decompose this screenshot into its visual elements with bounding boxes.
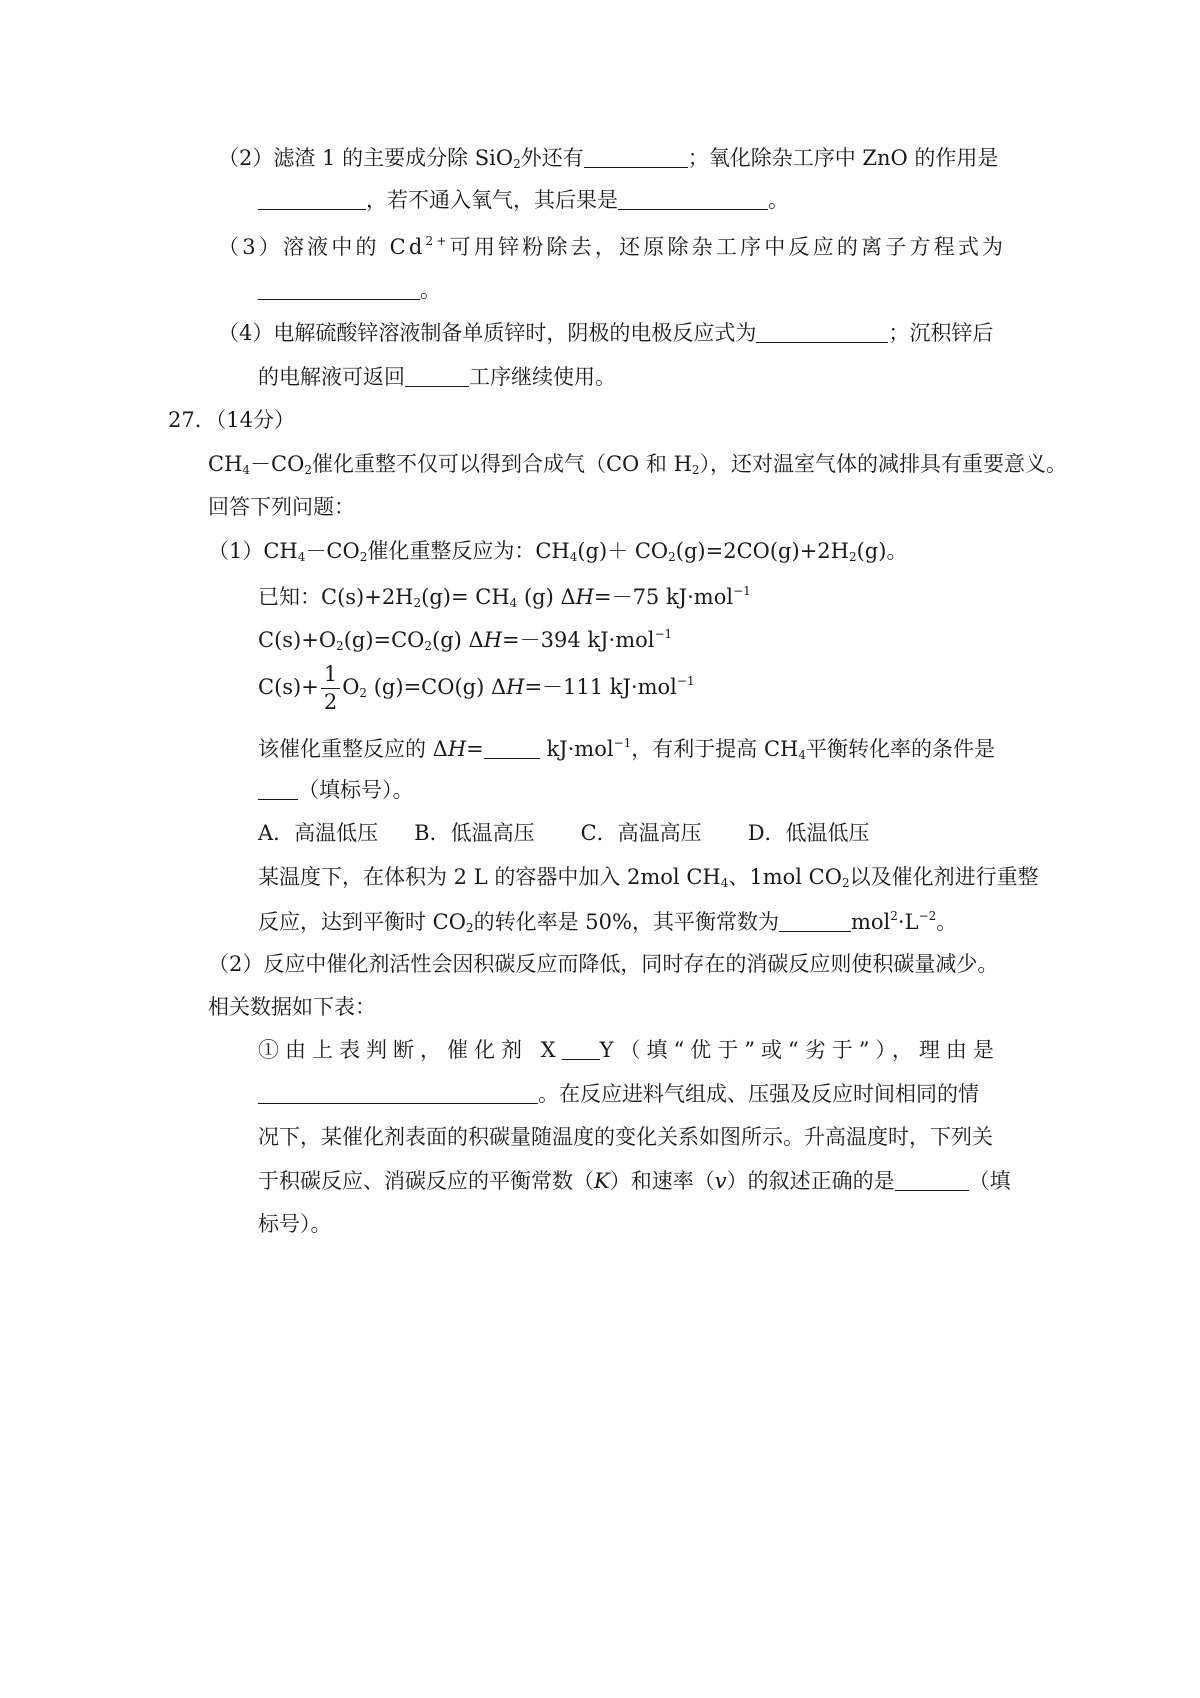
answer-blank[interactable]: [258, 281, 420, 300]
text: C(s)+: [258, 675, 319, 699]
subscript: 2: [359, 550, 368, 564]
q27-dh-question-line2: [258, 780, 414, 801]
subscript: 2: [848, 550, 857, 564]
text: H: [575, 585, 594, 609]
subscript: 2: [841, 876, 850, 890]
answer-blank[interactable]: [584, 149, 688, 168]
text: （2）滤渣 1 的主要成分除 SiO: [218, 146, 514, 170]
text: －CO: [250, 452, 305, 476]
text: CH: [208, 452, 243, 476]
text: 。: [768, 188, 789, 212]
answer-blank[interactable]: [779, 913, 851, 932]
answer-blank[interactable]: [562, 1041, 600, 1060]
subscript: 2: [691, 463, 700, 477]
text: (g)=CO: [343, 628, 425, 652]
text: ，有利于提高 CH: [631, 737, 799, 761]
subscript: 4: [297, 550, 306, 564]
subscript: 2: [359, 686, 368, 700]
superscript: −1: [613, 736, 632, 750]
q26-part2-line2: [258, 190, 789, 211]
subscript: 2: [668, 550, 676, 564]
q26-part3-line2: [258, 280, 441, 301]
text: 。在反应进料气组成、压强及反应时间相同的情: [538, 1082, 979, 1106]
text: 于积碳反应、消碳反应的平衡常数（: [258, 1169, 594, 1193]
option-a[interactable]: A．高温低压: [258, 821, 379, 845]
text: ①由上表判断，催化剂 X: [258, 1038, 562, 1062]
text: ；沉积锌后: [888, 321, 994, 345]
text: 平衡转化率的条件是: [805, 737, 995, 761]
q27-dh-question: [258, 737, 995, 761]
text: ，若不通入氧气，其后果是: [366, 188, 618, 212]
q27-answer-prompt: 回答下列问题：: [208, 495, 355, 519]
subscript: 4: [798, 748, 806, 762]
q27-intro: [208, 454, 1067, 476]
subscript: 2: [513, 157, 521, 171]
subscript: 4: [720, 876, 729, 890]
q27-sub1-line5: 标号）。: [258, 1212, 332, 1236]
text: ），还对温室气体的减排具有重要意义。: [699, 452, 1068, 476]
text: 可用锌粉除去，还原除杂工序中反应的离子方程式为: [449, 235, 1007, 259]
text: ·L: [897, 910, 919, 934]
text: 某温度下，在体积为 2 L 的容器中加入 2mol CH: [258, 865, 721, 889]
text: （3）溶液中的 Cd: [218, 235, 426, 259]
answer-blank[interactable]: [895, 1172, 969, 1191]
answer-blank[interactable]: [484, 740, 540, 759]
text: =－111 kJ·mol: [524, 675, 677, 699]
denominator: 2: [323, 690, 338, 714]
text: (g) Δ: [432, 628, 484, 652]
answer-blank[interactable]: [258, 191, 366, 210]
q27-sub1-line2: [258, 1084, 979, 1105]
text: ；氧化除杂工序中 ZnO 的作用是: [687, 146, 999, 170]
option-b[interactable]: B．低温高压: [414, 821, 535, 845]
text: mol: [850, 910, 891, 934]
text: （4）电解硫酸锌溶液制备单质锌时，阴极的电极反应式为: [218, 321, 757, 345]
q27-sub1-line3: 况下，某催化剂表面的积碳量随温度的变化关系如图所示。升高温度时，下列关: [258, 1125, 993, 1149]
subscript: 2: [336, 639, 344, 653]
text: （填标号）。: [298, 778, 414, 802]
text: (g)。: [856, 539, 908, 563]
answer-blank[interactable]: [618, 191, 768, 210]
text: =－394 kJ·mol: [502, 628, 655, 652]
superscript: −1: [733, 584, 751, 598]
text: 、1mol CO: [728, 865, 842, 889]
text: 。: [936, 910, 958, 934]
text: (g)＋ CO: [577, 539, 669, 563]
text: (g)=2CO(g)+2H: [675, 539, 849, 563]
subscript: 2: [413, 596, 422, 610]
q27-part1-reaction: [208, 541, 907, 563]
q27-options: [258, 823, 870, 844]
q27-known-eq2: [258, 628, 672, 652]
superscript: −1: [676, 674, 695, 688]
text: O: [342, 675, 360, 699]
text: (g)=CO(g) Δ: [367, 675, 507, 699]
text: ）的叙述正确的是: [726, 1169, 895, 1193]
q27-sub1-line1: [258, 1040, 1000, 1061]
answer-blank[interactable]: [405, 368, 469, 387]
text: （填: [968, 1169, 1011, 1193]
answer-blank[interactable]: [258, 781, 298, 800]
q27-known-eq3: [258, 664, 695, 713]
text: 催化重整不仅可以得到合成气（CO 和 H: [311, 452, 692, 476]
text: =－75 kJ·mol: [593, 585, 734, 609]
subscript: 2: [465, 921, 474, 935]
subscript: 2: [424, 639, 433, 653]
text: 的转化率是 50%，其平衡常数为: [473, 910, 779, 934]
q26-part4-line2: [258, 367, 616, 388]
q27-part2-line2: 相关数据如下表：: [208, 995, 376, 1019]
text: H: [483, 628, 503, 652]
text: H: [447, 737, 467, 761]
subscript: 4: [509, 596, 518, 610]
text: 工序继续使用。: [469, 365, 616, 389]
text: Y（填“优于”或“劣于”），理由是: [599, 1038, 1000, 1062]
subscript: 2: [304, 463, 312, 477]
text: v: [714, 1169, 727, 1193]
superscript: 2: [890, 909, 898, 923]
text: 反应，达到平衡时 CO: [258, 910, 466, 934]
text: H: [506, 675, 525, 699]
subscript: 4: [569, 550, 578, 564]
text: －CO: [305, 539, 360, 563]
q26-part3-line1: [218, 235, 1006, 258]
text: C(s)+O: [258, 628, 337, 652]
text: ）和速率（: [609, 1169, 715, 1193]
text: 外还有: [520, 146, 584, 170]
text: （1）CH: [208, 539, 298, 563]
text: (g) Δ: [517, 585, 576, 609]
text: =: [466, 737, 484, 761]
superscript: −2: [918, 909, 937, 923]
q27-known-eq1: [258, 585, 751, 609]
text: K: [594, 1169, 610, 1193]
text: 已知：C(s)+2H: [258, 585, 414, 609]
answer-blank[interactable]: [258, 1085, 538, 1104]
q26-part4-line1: [218, 323, 993, 344]
q27-temp-line1: [258, 867, 1039, 889]
option-c[interactable]: C．高温高压: [580, 821, 702, 845]
text: kJ·mol: [539, 737, 614, 761]
q27-part2-line1: （2）反应中催化剂活性会因积碳反应而降低，同时存在的消碳反应则使积碳量减少。: [208, 952, 999, 976]
q27-header: 27．（14分）: [168, 408, 295, 432]
superscript: 2+: [425, 234, 450, 248]
text: 。: [420, 278, 441, 302]
q27-sub1-line4: [258, 1171, 1011, 1192]
text: 以及催化剂进行重整: [849, 865, 1039, 889]
subscript: 4: [242, 463, 251, 477]
option-d[interactable]: D．低温低压: [747, 821, 870, 845]
superscript: −1: [654, 627, 673, 641]
answer-blank[interactable]: [756, 324, 888, 343]
q27-temp-line2: [258, 910, 957, 934]
text: 的电解液可返回: [258, 365, 405, 389]
text: 该催化重整反应的 Δ: [258, 737, 448, 761]
q26-part2-line1: [218, 148, 998, 170]
text: (g)= CH: [421, 585, 510, 609]
text: 催化重整反应为：CH: [367, 539, 570, 563]
numerator: 1: [321, 664, 340, 689]
fraction: [321, 664, 340, 713]
